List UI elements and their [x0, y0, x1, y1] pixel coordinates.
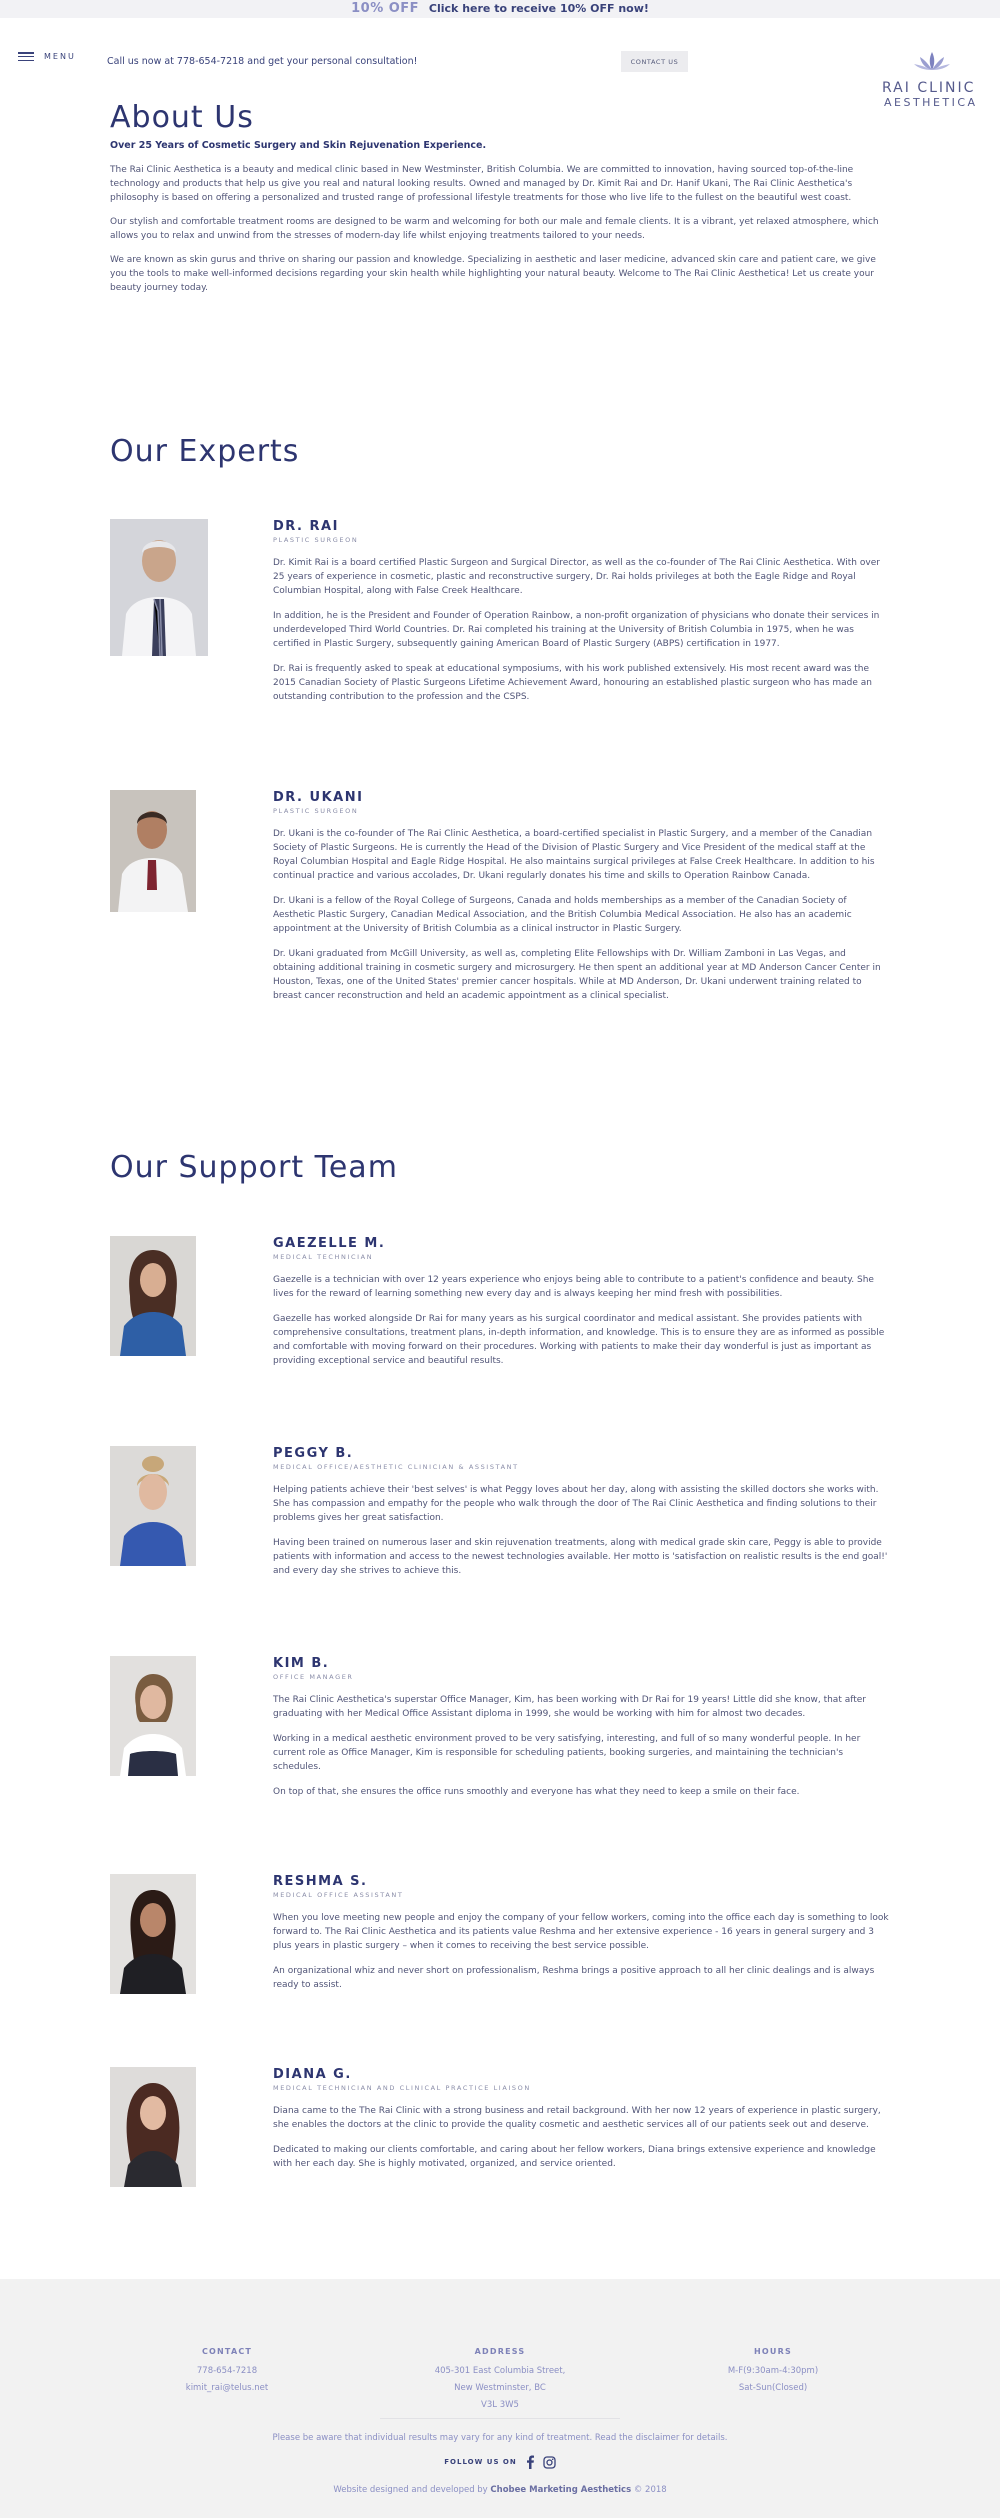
experts-title: Our Experts — [110, 434, 300, 469]
team-member-role: OFFICE MANAGER — [273, 1673, 354, 1681]
site-footer — [0, 2279, 1000, 2518]
footer-credit — [0, 2485, 1000, 2495]
expert-paragraph: Dr. Ukani is a fellow of the Royal College of Surgeons, Canada and holds memberships as a member of the Canadian Society of Aesthetic Plastic Surgery, Canadian Medical Association, and the British Columbia Medical Association. He also has an academic appointment at the University of British Columbia as a clinical instructor in Plastic Surgery. — [273, 896, 852, 934]
team-member-paragraph: Having been trained on numerous laser and skin rejuvenation treatments, along with medical grade skin care, Peggy is able to provide patients with information and access to the newest technologies available. Her motto is 'satisfaction on realistic results is the end goal!' and every day she strives to achieve this. — [273, 1538, 888, 1576]
about-body — [110, 163, 892, 305]
expert-photo — [110, 790, 196, 912]
team-member-paragraph: Helping patients achieve their 'best selves' is what Peggy loves about her day, along with assisting the skilled doctors she works with. She has compassion and empathy for the people who walk through the door of The Rai Clinic Aesthetica and finding solutions to their problems gives her great satisfaction. — [273, 1485, 879, 1523]
footer-follow — [0, 2455, 1000, 2469]
footer-address-line: New Westminster, BC — [454, 2383, 546, 2393]
site-header — [0, 18, 1000, 109]
team-member-text — [273, 2067, 890, 2182]
footer-address-heading: ADDRESS — [474, 2347, 526, 2356]
footer-hours — [693, 2343, 853, 2397]
promo-text[interactable]: Click here to receive 10% OFF now! — [428, 2, 649, 15]
lotus-logo-icon[interactable] — [912, 48, 952, 82]
team-member-name: GAEZELLE M. — [273, 1236, 386, 1251]
footer-address — [420, 2343, 580, 2414]
hamburger-icon[interactable] — [18, 52, 34, 61]
footer-email-link[interactable]: kimit_rai@telus.net — [185, 2383, 269, 2393]
credit-suffix: © 2018 — [633, 2485, 667, 2495]
team-member-paragraph: An organizational whiz and never short on professionalism, Reshma brings a positive approach to all her clinic dealings and is always ready to assist. — [273, 1966, 875, 1990]
footer-divider — [380, 2418, 620, 2419]
expert-name: DR. UKANI — [273, 790, 364, 805]
team-member-text — [273, 1874, 890, 2003]
about-paragraph: The Rai Clinic Aesthetica is a beauty and medical clinic based in New Westminster, British Columbia. We are committed to innovation, having sourced top-of-the-line technology and products that help us give you real and natural looking results. Owned and managed by Dr. Kimit Rai and Dr. Hanif Ukani, The Rai Clinic Aesthetica's philosophy is based on offering a personalized and trusted range of professional lifestyle treatments for those who live life to the fullest on the beautiful west coast. — [110, 165, 854, 203]
logo-line-1[interactable]: RAI CLINIC — [882, 80, 976, 96]
about-subtitle: Over 25 Years of Cosmetic Surgery and Skin Rejuvenation Experience. — [110, 140, 487, 151]
support-team-title: Our Support Team — [110, 1150, 398, 1185]
promo-bar[interactable] — [0, 0, 1000, 18]
expert-paragraph: Dr. Ukani is the co-founder of The Rai Clinic Aesthetica, a board-certified specialist in Plastic Surgery, and a member of the Canadian Society of Plastic Surgeons. He is currently the Head of the Division of Plastic Surgery and Vice President of the medical staff at the Royal Columbian Hospital and Eagle Ridge Hospital. He also maintains surgical privileges at False Creek Healthcare. In addition to his continual practice and various accolades, Dr. Ukani regularly donates his time and skills to Operation Rainbow Canada. — [273, 829, 875, 881]
about-paragraph: Our stylish and comfortable treatment rooms are designed to be warm and welcoming for both our male and female clients. It is a vibrant, yet relaxed atmosphere, which allows you to relax and unwind from the stresses of modern-day life whilst enjoying treatments tailored to your needs. — [110, 217, 879, 241]
team-member-paragraph: The Rai Clinic Aesthetica's superstar Office Manager, Kim, has been working with Dr Rai for 19 years! Little did she know, that after graduating with her Medical Office Assistant diploma in 1999, she would be working with him for almost two decades. — [273, 1695, 866, 1719]
about-paragraph: We are known as skin gurus and thrive on sharing our passion and knowledge. Specializing in aesthetic and laser medicine, advanced skin care and patient care, we give you the tools to make well-informed decisions regarding your skin health while highlighting your natural beauty. Welcome to The Rai Clinic Aesthetica! Let us create your beauty journey today. — [110, 255, 876, 293]
expert-text — [273, 519, 890, 715]
team-member-name: RESHMA S. — [273, 1874, 368, 1889]
team-member-role: MEDICAL OFFICE/AESTHETIC CLINICIAN & ASSISTANT — [273, 1463, 519, 1471]
about-title: About Us — [110, 100, 254, 135]
team-member-paragraph: On top of that, she ensures the office runs smoothly and everyone has what they need to keep a smile on their face. — [273, 1787, 800, 1797]
call-now-text: Call us now at 778-654-7218 and get your personal consultation! — [107, 56, 418, 67]
footer-disclaimer-note[interactable]: Please be aware that individual results may vary for any kind of treatment. Read the disclaimer for details. — [272, 2433, 728, 2443]
team-member-name: PEGGY B. — [273, 1446, 354, 1461]
menu-button[interactable] — [18, 52, 76, 61]
contact-us-button[interactable]: CONTACT US — [621, 51, 688, 72]
instagram-icon[interactable] — [543, 2456, 556, 2469]
follow-us-label: FOLLOW US ON — [444, 2458, 517, 2466]
footer-contact-heading: CONTACT — [201, 2347, 253, 2356]
expert-name: DR. RAI — [273, 519, 339, 534]
team-member-role: MEDICAL OFFICE ASSISTANT — [273, 1891, 404, 1899]
team-member-text — [273, 1236, 890, 1379]
team-member-role: MEDICAL TECHNICIAN AND CLINICAL PRACTICE LIAISON — [273, 2084, 531, 2092]
team-member-photo — [110, 1236, 196, 1356]
team-member-role: MEDICAL TECHNICIAN — [273, 1253, 374, 1261]
expert-paragraph: Dr. Rai is frequently asked to speak at educational symposiums, with his work published extensively. His most recent award was the 2015 Canadian Society of Plastic Surgeons Lifetime Achievement Award, honouring an established plastic surgeon who has made an outstanding contribution to the profession and the CSPS. — [273, 664, 872, 702]
menu-label[interactable]: MENU — [44, 52, 76, 61]
team-member-name: DIANA G. — [273, 2067, 352, 2082]
expert-role: PLASTIC SURGEON — [273, 807, 359, 815]
expert-paragraph: Dr. Kimit Rai is a board certified Plastic Surgeon and Surgical Director, as well as the co-founder of The Rai Clinic Aesthetica. With over 25 years of experience in cosmetic, plastic and reconstructive surgery, Dr. Rai holds privileges at both the Eagle Ridge and Royal Columbian Hospital, along with False Creek Healthcare. — [273, 558, 880, 596]
footer-hours-line: M-F(9:30am-4:30pm) — [727, 2366, 819, 2376]
footer-phone-link[interactable]: 778-654-7218 — [196, 2366, 258, 2376]
expert-text — [273, 790, 890, 1014]
team-member-paragraph: When you love meeting new people and enjoy the company of your fellow workers, coming into the office each day is something to look forward to. The Rai Clinic Aesthetica and its patients value Reshma and her extensive experience - 16 years in general surgery and 3 plus years in plastic surgery – when it comes to receiving the best service possible. — [273, 1913, 889, 1951]
team-member-paragraph: Diana came to the The Rai Clinic with a strong business and retail background. With her now 12 years of experience in plastic surgery, she enables the doctors at the clinic to provide the quality cosmetic and aesthetic services all of our patients seek out and deserve. — [273, 2106, 881, 2130]
team-member-photo — [110, 1446, 196, 1566]
footer-hours-line: Sat-Sun(Closed) — [738, 2383, 808, 2393]
team-member-paragraph: Working in a medical aesthetic environment proved to be very satisfying, interesting, and full of so many wonderful people. In her current role as Office Manager, Kim is responsible for scheduling patients, booking surgeries, and maintaining the technician's schedules. — [273, 1734, 861, 1772]
promo-highlight[interactable]: 10% OFF — [351, 1, 420, 16]
team-member-paragraph: Gaezelle has worked alongside Dr Rai for many years as his surgical coordinator and medical assistant. She provides patients with comprehensive consultations, treatment plans, in-depth information, and knowledge. This is to ensure they are as informed as possible and comfortable with moving forward on their procedures. Working with patients to make their day wonderful is just as important as providing exceptional service and beautiful results. — [273, 1314, 885, 1366]
footer-contact — [147, 2343, 307, 2397]
footer-hours-heading: HOURS — [754, 2347, 792, 2356]
team-member-photo — [110, 1656, 196, 1776]
team-member-photo — [110, 2067, 196, 2187]
expert-role: PLASTIC SURGEON — [273, 536, 359, 544]
credit-prefix: Website designed and developed by — [333, 2485, 488, 2495]
expert-paragraph: In addition, he is the President and Founder of Operation Rainbow, a non-profit organization of physicians who donate their services in underdeveloped Third World Countries. Dr. Rai completed his training at the University of British Columbia in 1975, when he was certified in Plastic Surgery, subsequently gaining American Board of Plastic Surgery (ABPS) certification in 1977. — [273, 611, 880, 649]
expert-paragraph: Dr. Ukani graduated from McGill University, as well as, completing Elite Fellowships with Dr. William Zamboni in Las Vegas, and obtaining additional training in cosmetic surgery and microsurgery. He then spent an additional year at MD Anderson Cancer Center in Houston, Texas, one of the United States' premier cancer hospitals. While at MD Anderson, Dr. Ukani underwent training related to breast cancer reconstruction and held an academic appointment as a clinical specialist. — [273, 949, 881, 1001]
facebook-icon[interactable] — [525, 2455, 535, 2469]
team-member-paragraph: Gaezelle is a technician with over 12 years experience who enjoys being able to contribute to a patient's confidence and beauty. She lives for the reward of learning something new every day and is always keeping her mind fresh with possibilities. — [273, 1275, 874, 1299]
team-member-photo — [110, 1874, 196, 1994]
expert-photo — [110, 519, 208, 656]
footer-address-line: V3L 3W5 — [481, 2400, 519, 2410]
team-member-text — [273, 1446, 890, 1589]
footer-address-line: 405-301 East Columbia Street, — [434, 2366, 566, 2376]
team-member-name: KIM B. — [273, 1656, 330, 1671]
team-member-text — [273, 1656, 890, 1810]
team-member-paragraph: Dedicated to making our clients comfortable, and caring about her fellow workers, Diana brings extensive experience and knowledge with her each day. She is highly motivated, organized, and service oriented. — [273, 2145, 876, 2169]
logo-line-2[interactable]: AESTHETICA — [884, 96, 978, 109]
credit-company-link[interactable]: Chobee Marketing Aesthetics — [490, 2485, 632, 2495]
